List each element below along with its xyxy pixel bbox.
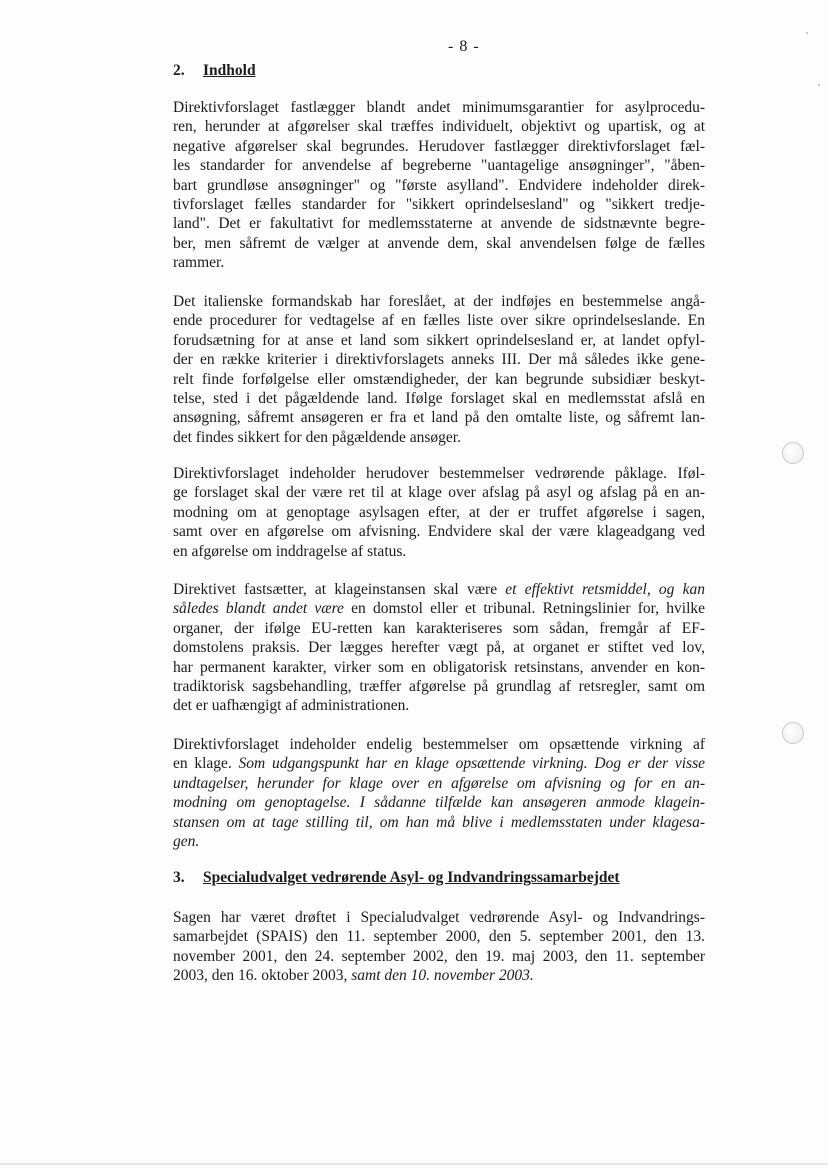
text-line: [173, 754, 705, 773]
paragraph: [173, 735, 705, 851]
text-line: [173, 774, 705, 793]
paragraph: [173, 98, 705, 273]
section-heading-spais: [173, 869, 620, 887]
text-line: der en række kriterier i direktivforslagets anneks III. Der må således ikke gene-: [173, 351, 705, 369]
punch-hole: [782, 442, 804, 464]
text-line: tradiktorisk sagsbehandling, træffer afgørelse på grundlag af retsregler, samt om: [173, 677, 705, 695]
paragraph: [173, 908, 705, 986]
italic-run: modning om genoptagelse. I sådanne tilfælde kan ansøgeren anmode klagein-: [173, 794, 705, 812]
text-line: [173, 832, 705, 851]
italic-run: et effektivt retsmiddel, og kan: [505, 581, 705, 598]
text-line: november 2001, den 24. september 2002, den 19. maj 2003, den 11. september: [173, 947, 705, 965]
text-line: Det italienske formandskab har foreslået, at der indføjes en bestemmelse angå-: [173, 293, 705, 310]
italic-run: samt den 10. november 2003.: [351, 967, 534, 985]
text-line: Direktivforslaget fastlægger blandt andet minimumsgarantier for asylprocedu-: [173, 99, 705, 116]
paragraph: [173, 580, 705, 716]
text-line: organer, der ifølge EU-retten kan karakteriseres som sådan, fremgår af EF-: [173, 619, 705, 637]
italic-run: undtagelser, herunder for klage over en afgørelse om afvisning og for en an-: [173, 774, 705, 792]
text-line: ge forslaget skal der være ret til at klage over afslag på asyl og afslag på en an-: [173, 484, 705, 502]
punch-hole: [782, 722, 804, 744]
section-title: Indhold: [203, 62, 256, 79]
text-line: rammer.: [173, 254, 225, 272]
text-line: tivforslaget fælles standarder for "sikkert oprindelsesland" og "sikkert tredje-: [173, 195, 705, 213]
scan-speck: [806, 32, 808, 34]
text-run: 2003, den 16. oktober 2003,: [173, 967, 352, 985]
text-line: samt over en afgørelse om afvisning. Endvidere skal der være klageadgang ved: [173, 523, 705, 541]
text-line: telse, sted i det pågældende land. Ifølge forslaget skal en medlemsstat afslå en: [173, 389, 705, 407]
text-line: ren, herunder at afgørelser skal træffes individuelt, objektivt og upartisk, og at: [173, 118, 705, 136]
text-line: samarbejdet (SPAIS) den 11. september 2000, den 5. september 2001, den 13.: [173, 928, 705, 946]
page-number: - 8 -: [448, 38, 480, 55]
text-line: Direktivforslaget indeholder endelig bestemmelser om opsættende virkning af: [173, 736, 705, 753]
text-line: negative afgørelser skal begrundes. Herudover fastlægger direktivforslaget fæl-: [173, 137, 705, 155]
italic-run: således blandt andet være: [173, 600, 344, 618]
text-line: Sagen har været drøftet i Specialudvalget vedrørende Asyl- og Indvandrings-: [173, 909, 705, 926]
text-line: ende procedurer for vedtagelse af en fælles liste over sikre oprindelseslande. En: [173, 312, 705, 330]
paragraph: [173, 292, 705, 447]
text-line: har permanent karakter, virker som en obligatorisk retsinstans, anvender en kon-: [173, 658, 705, 676]
scan-speck: [818, 84, 820, 86]
text-line: [173, 580, 705, 599]
text-line: Direktivforslaget indeholder herudover bestemmelser vedrørende påklage. Iføl-: [173, 465, 705, 482]
text-line: [173, 966, 705, 985]
italic-run: Som udgangspunkt har en klage opsættende virkning. Dog er der visse: [238, 755, 705, 773]
text-line: det er uafhængigt af administrationen.: [173, 697, 410, 715]
section-number: 3.: [173, 869, 185, 886]
text-line: ansøgning, såfremt ansøgeren er fra et land på den omtalte liste, og såfremt lan-: [173, 409, 705, 427]
italic-run: stansen om at tage stilling til, om han må blive i medlemsstaten under klagesa-: [173, 813, 705, 831]
text-line: en afgørelse om inddragelse af status.: [173, 542, 407, 560]
paragraph: [173, 464, 705, 561]
italic-run: gen.: [173, 832, 200, 850]
section-title: Specialudvalget vedrørende Asyl- og Indvandringssamarbejdet: [203, 869, 620, 886]
text-line: ber, men såfremt de vælger at anvende dem, skal anvendelsen følge de fælles: [173, 234, 705, 252]
text-line: det findes sikkert for den pågældende ansøger.: [173, 428, 461, 446]
section-number: 2.: [173, 62, 185, 79]
text-line: [173, 793, 705, 812]
text-run: en klage.: [173, 755, 239, 773]
section-heading-indhold: [173, 62, 256, 80]
text-line: domstolens praksis. Der lægges herefter vægt på, at organet er stiftet ved lov,: [173, 639, 705, 657]
text-line: [173, 599, 705, 618]
text-line: forudsætning for at anse et land som sikkert oprindelsesland er, at landet opfyl-: [173, 331, 705, 349]
text-run: en domstol eller et tribunal. Retningslinier for, hvilke: [343, 600, 706, 618]
text-line: land". Det er fakultativt for medlemsstaterne at anvende de sidstnævnte begre-: [173, 215, 705, 233]
text-line: les standarder for anvendelse af begreberne "uantagelige ansøgninger", "åben-: [173, 157, 705, 175]
text-line: [173, 813, 705, 832]
text-line: relt finde forfølgelse eller omstændigheder, der kan begrunde subsidiær beskyt-: [173, 370, 705, 388]
text-line: modning om at genoptage asylsagen efter, at der er truffet afgørelse i sagen,: [173, 503, 705, 521]
text-run: Direktivet fastsætter, at klageinstansen skal være: [173, 581, 506, 598]
scan-edge: [0, 1163, 828, 1165]
text-line: bart grundløse ansøgninger" og "første asylland". Endvidere indeholder direk-: [173, 176, 705, 194]
